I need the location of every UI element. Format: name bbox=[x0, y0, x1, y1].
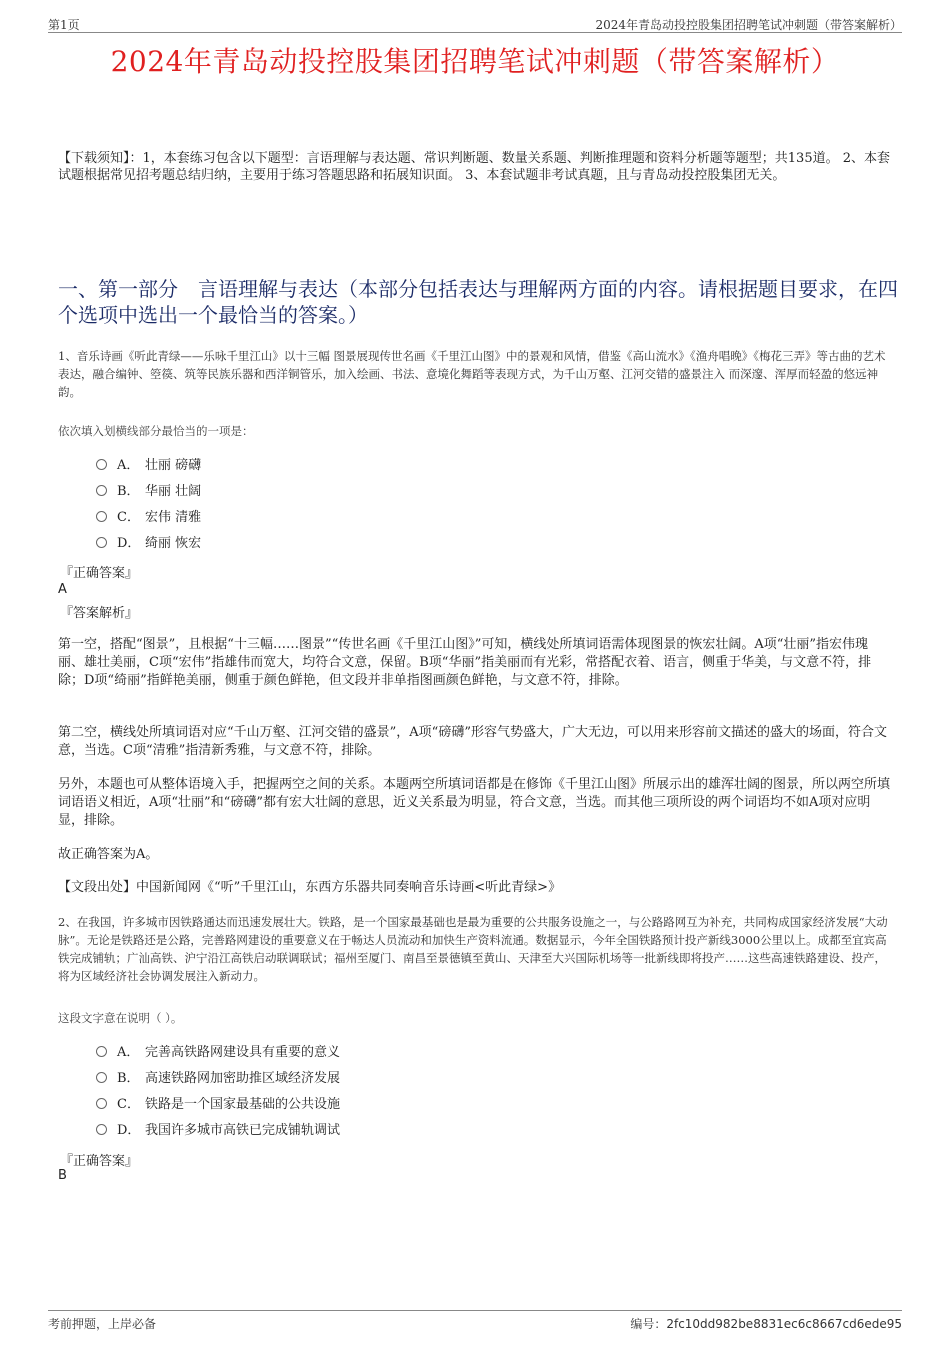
option-text: 宏伟 清雅 bbox=[145, 510, 202, 525]
question-2-text: 2、在我国，许多城市因铁路通达而迅速发展壮大。铁路，是一个国家最基础也是最为重要的公共服务设施之一，与公路路网互为补充，共同构成国家经济发展“大动脉”。无论是铁路还是公路，完善路网建设的重要意义在于畅达人员流动和加快生产资料流通。数据显示，今年全国铁路预计投产新线3000公里以上。成都至宜宾高铁完成铺轨；广汕高铁、沪宁沿江高铁启动联调联试；福州至厦门、南昌至景德镇至黄山、天津至大兴国际机场等一批新线即将投产……这些高速铁路建设、投产，将为区域经济社会协调发展注入新动力。 bbox=[58, 915, 888, 983]
download-notice: 【下载须知】：1，本套练习包含以下题型：言语理解与表达题、常识判断题、数量关系题、判断推理题和资料分析题等题型；共135道。 2、本套试题根据常见招考题总结归纳，主要用于练习答题思路和拓展知识面。 3、本套试题非考试真题，且与青岛动投控股集团无关。 bbox=[58, 151, 890, 183]
radio-icon[interactable] bbox=[96, 511, 107, 522]
q2-answer-label: 『正确答案』 bbox=[60, 1154, 139, 1169]
q1-option-d[interactable] bbox=[96, 534, 201, 554]
radio-icon[interactable] bbox=[96, 459, 107, 470]
option-text: 华丽 壮阔 bbox=[145, 484, 202, 499]
header-doc-title: 2024年青岛动投控股集团招聘笔试冲刺题（带答案解析） bbox=[595, 18, 902, 32]
q1-analysis-para-3: 另外，本题也可从整体语境入手，把握两空之间的关系。本题两空所填词语都是在修饰《千里江山图》所展示出的雄浑壮阔的图景，所以两空所填词语语义相近，A项“壮丽”和“磅礴”都有宏大壮阔的意思，近义关系最为明显，符合文意，当选。而其他三项所设的两个词语均不如A项对应明显，排除。 bbox=[58, 777, 891, 828]
footer-slogan: 考前押题，上岸必备 bbox=[48, 1317, 157, 1331]
radio-icon[interactable] bbox=[96, 1072, 107, 1083]
q2-option-d[interactable] bbox=[96, 1121, 340, 1141]
q1-option-b[interactable] bbox=[96, 482, 201, 502]
page-number: 第1页 bbox=[48, 18, 80, 32]
footer-doc-id: 编号：2fc10dd982be8831ec6c8667cd6ede95 bbox=[630, 1317, 902, 1331]
q1-analysis-para-2: 第二空，横线处所填词语对应“千山万壑、江河交错的盛景”，A项“磅礴”形容气势盛大，广大无边，可以用来形容前文描述的盛大的场面，符合文意，当选。C项“清雅”指清新秀雅，与文意不符，排除。 bbox=[58, 725, 887, 758]
q2-option-b[interactable] bbox=[96, 1069, 340, 1089]
q1-source: 【文段出处】中国新闻网《“听”千里江山，东西方乐器共同奏响音乐诗画<听此青绿>》 bbox=[58, 880, 562, 895]
option-text: 壮丽 磅礴 bbox=[145, 458, 202, 473]
option-text: 绮丽 恢宏 bbox=[145, 536, 202, 551]
radio-icon[interactable] bbox=[96, 1098, 107, 1109]
option-letter: C． bbox=[117, 1097, 140, 1112]
page-title: 2024年青岛动投控股集团招聘笔试冲刺题（带答案解析） bbox=[110, 45, 840, 78]
option-letter: A． bbox=[117, 1045, 140, 1060]
q2-answer: B bbox=[58, 1168, 67, 1183]
radio-icon[interactable] bbox=[96, 1046, 107, 1057]
q1-analysis-para-4: 故正确答案为A。 bbox=[58, 847, 159, 862]
section-heading: 一、第一部分 言语理解与表达（本部分包括表达与理解两方面的内容。请根据题目要求，在四个选项中选出一个最恰当的答案。） bbox=[58, 277, 898, 327]
q1-analysis-label: 『答案解析』 bbox=[60, 606, 139, 621]
q2-option-a[interactable] bbox=[96, 1043, 340, 1063]
q1-option-c[interactable] bbox=[96, 508, 201, 528]
radio-icon[interactable] bbox=[96, 1124, 107, 1135]
question-1-text: 1、音乐诗画《听此青绿——乐咏千里江山》以十三幅 图景展现传世名画《千里江山图》中的景观和风情，借鉴《高山流水》《渔舟唱晚》《梅花三弄》等古曲的艺术表达，融合编钟、箜篌、筑等民族乐器和西洋铜管乐，加入绘画、书法、意境化舞蹈等表现方式，为千山万壑、江河交错的盛景注入 而深邃、浑厚而轻盈的悠远神韵。 bbox=[58, 349, 886, 399]
option-letter: A． bbox=[117, 458, 140, 473]
q1-option-a[interactable] bbox=[96, 456, 201, 476]
option-letter: D． bbox=[117, 536, 141, 551]
q2-option-c[interactable] bbox=[96, 1095, 340, 1115]
radio-icon[interactable] bbox=[96, 537, 107, 548]
q1-analysis-para-1: 第一空，搭配“图景”，且根据“十三幅……图景”“传世名画《千里江山图》”可知，横线处所填词语需体现图景的恢宏壮阔。A项“壮丽”指宏伟瑰丽、雄壮美丽，C项“宏伟”指雄伟而宽大，均符合文意，保留。B项“华丽”指美丽而有光彩，常搭配衣着、语言，侧重于华美，与文意不符，排除；D项“绮丽”指鲜艳美丽，侧重于颜色鲜艳，但文段并非单指图画颜色鲜艳，与文意不符，排除。 bbox=[58, 637, 872, 688]
option-text: 我国许多城市高铁已完成铺轨调试 bbox=[145, 1123, 341, 1138]
page-footer bbox=[48, 1310, 902, 1331]
q1-answer: A bbox=[58, 582, 67, 597]
option-letter: C． bbox=[117, 510, 140, 525]
q1-answer-label: 『正确答案』 bbox=[60, 566, 139, 581]
option-letter: B． bbox=[117, 1071, 140, 1086]
option-text: 高速铁路网加密助推区域经济发展 bbox=[145, 1071, 341, 1086]
option-text: 铁路是一个国家最基础的公共设施 bbox=[145, 1097, 341, 1112]
page-header bbox=[48, 14, 902, 33]
option-text: 完善高铁路网建设具有重要的意义 bbox=[145, 1045, 341, 1060]
option-letter: B． bbox=[117, 484, 140, 499]
question-1-prompt: 依次填入划横线部分最恰当的一项是： bbox=[58, 424, 254, 438]
question-2-prompt: 这段文字意在说明（ ）。 bbox=[58, 1011, 183, 1025]
option-letter: D． bbox=[117, 1123, 141, 1138]
radio-icon[interactable] bbox=[96, 485, 107, 496]
